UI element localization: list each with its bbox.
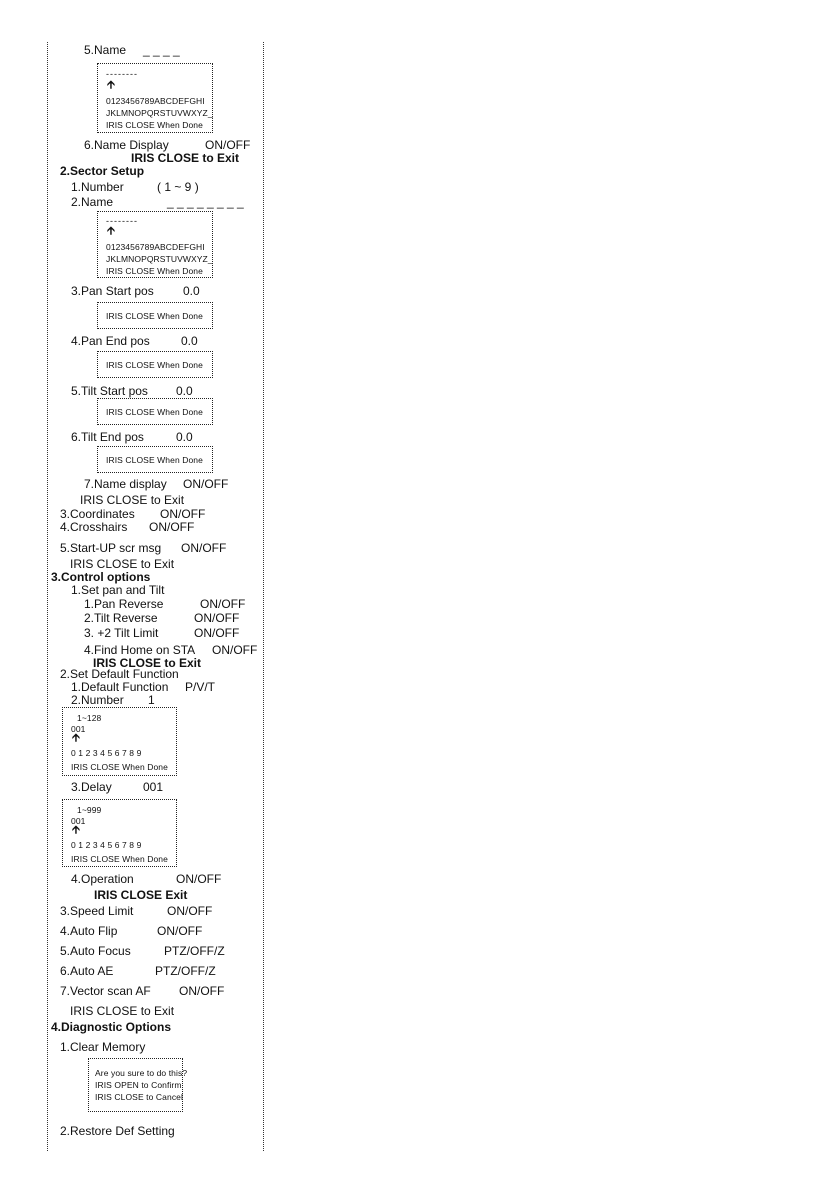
menu-operation: 4.Operation [71, 872, 134, 886]
menu-coordinates-value: ON/OFF [160, 507, 206, 521]
exit-hint: IRIS CLOSE to Exit [70, 557, 175, 571]
menu-name-display-2: 7.Name display [84, 477, 167, 491]
current-value: 001 [71, 816, 86, 826]
menu-pan-end-value: 0.0 [181, 334, 198, 348]
right-column-border [263, 42, 264, 1151]
menu-delay-value: 001 [143, 780, 164, 794]
menu-crosshairs-value: ON/OFF [149, 520, 195, 534]
char-row-2: JKLMNOPQRSTUVWXYZ_ [106, 254, 213, 264]
range-label: 1~999 [77, 805, 102, 815]
menu-delay: 3.Delay [71, 780, 112, 794]
done-hint: IRIS CLOSE When Done [106, 311, 203, 321]
menu-pan-start: 3.Pan Start pos [71, 284, 154, 298]
exit-hint: IRIS CLOSE Exit [94, 888, 188, 902]
char-row-2: JKLMNOPQRSTUVWXYZ_ [106, 108, 213, 118]
menu-set-default: 2.Set Default Function [60, 667, 179, 681]
menu-tilt-reverse: 2.Tilt Reverse [84, 611, 158, 625]
menu-tilt-end: 6.Tilt End pos [71, 430, 144, 444]
menu-find-home-value: ON/OFF [212, 643, 258, 657]
menu-tilt-end-value: 0.0 [176, 430, 193, 444]
menu-pan-start-value: 0.0 [183, 284, 200, 298]
char-row-1: 0123456789ABCDEFGHI [106, 242, 205, 252]
menu-tilt-limit-value: ON/OFF [194, 626, 240, 640]
menu-restore-default: 2.Restore Def Setting [60, 1124, 175, 1138]
menu-number-2: 2.Number [71, 693, 124, 707]
confirm-open-hint: IRIS OPEN to Confirm [95, 1080, 182, 1090]
menu-auto-focus-value: PTZ/OFF/Z [164, 944, 225, 958]
number-entry-box [62, 707, 177, 776]
menu-name-display-2-value: ON/OFF [183, 477, 229, 491]
exit-hint: IRIS CLOSE to Exit [70, 1004, 175, 1018]
delay-entry-box [62, 799, 177, 867]
menu-default-function: 1.Default Function [71, 680, 169, 694]
tilt-end-box [97, 446, 213, 473]
menu-name-display: 6.Name Display [84, 138, 169, 152]
confirm-question: Are you sure to do this? [95, 1068, 188, 1078]
menu-startup-msg-value: ON/OFF [181, 541, 227, 555]
done-hint: IRIS CLOSE When Done [71, 854, 168, 864]
menu-tilt-start-value: 0.0 [176, 384, 193, 398]
done-hint: IRIS CLOSE When Done [106, 120, 203, 130]
menu-auto-ae-value: PTZ/OFF/Z [155, 964, 216, 978]
done-hint: IRIS CLOSE When Done [106, 455, 203, 465]
menu-number-2-value: 1 [148, 693, 155, 707]
digit-row: 0 1 2 3 4 5 6 7 8 9 [71, 748, 142, 758]
menu-set-pan-tilt: 1.Set pan and Tilt [71, 583, 165, 597]
menu-speed-limit: 3.Speed Limit [60, 904, 134, 918]
name-entry-box [97, 63, 213, 133]
menu-name: 5.Name [84, 43, 127, 57]
done-hint: IRIS CLOSE When Done [71, 762, 168, 772]
menu-sector-name: 2.Name [71, 195, 114, 209]
up-arrow-icon: 🡩 [107, 225, 115, 237]
menu-clear-memory: 1.Clear Memory [60, 1040, 146, 1054]
confirm-close-hint: IRIS CLOSE to Cancel [95, 1092, 183, 1102]
menu-name-display-value: ON/OFF [205, 138, 251, 152]
menu-tilt-reverse-value: ON/OFF [194, 611, 240, 625]
char-row-1: 0123456789ABCDEFGHI [106, 96, 205, 106]
name-blank: _ _ _ _ [143, 43, 180, 57]
exit-hint: IRIS CLOSE to Exit [131, 151, 240, 165]
menu-find-home: 4.Find Home on STA [84, 643, 196, 657]
up-arrow-icon: 🡩 [72, 824, 80, 836]
left-column-border [47, 42, 48, 1151]
menu-startup-msg: 5.Start-UP scr msg [60, 541, 162, 555]
tilt-start-box [97, 398, 213, 425]
menu-tilt-start: 5.Tilt Start pos [71, 384, 148, 398]
exit-hint: IRIS CLOSE to Exit [93, 656, 202, 670]
sector-name-entry-box [97, 211, 213, 278]
digit-row: 0 1 2 3 4 5 6 7 8 9 [71, 840, 142, 850]
menu-vector-scan: 7.Vector scan AF [60, 984, 151, 998]
entry-dashes: -------- [106, 69, 138, 79]
done-hint: IRIS CLOSE When Done [106, 360, 203, 370]
sector-name-blank: _ _ _ _ _ _ _ _ [167, 195, 244, 209]
exit-hint: IRIS CLOSE to Exit [80, 493, 185, 507]
clear-memory-confirm-box [88, 1058, 188, 1112]
menu-pan-reverse-value: ON/OFF [200, 597, 246, 611]
menu-number-range: ( 1 ~ 9 ) [157, 180, 199, 194]
current-value: 001 [71, 724, 86, 734]
menu-auto-focus: 5.Auto Focus [60, 944, 131, 958]
pan-start-box [97, 302, 213, 329]
menu-speed-limit-value: ON/OFF [167, 904, 213, 918]
section-sector-setup: 2.Sector Setup [60, 164, 145, 178]
section-control-options: 3.Control options [51, 570, 151, 584]
menu-crosshairs: 4.Crosshairs [60, 520, 128, 534]
done-hint: IRIS CLOSE When Done [106, 266, 203, 276]
pan-end-box [97, 351, 213, 378]
menu-coordinates: 3.Coordinates [60, 507, 135, 521]
menu-vector-scan-value: ON/OFF [179, 984, 225, 998]
menu-auto-flip-value: ON/OFF [157, 924, 203, 938]
menu-auto-ae: 6.Auto AE [60, 964, 114, 978]
range-label: 1~128 [77, 713, 102, 723]
menu-number: 1.Number [71, 180, 124, 194]
menu-operation-value: ON/OFF [176, 872, 222, 886]
section-diagnostic-options: 4.Diagnostic Options [51, 1020, 172, 1034]
menu-pan-end: 4.Pan End pos [71, 334, 150, 348]
menu-auto-flip: 4.Auto Flip [60, 924, 118, 938]
menu-tilt-limit: 3. +2 Tilt Limit [84, 626, 159, 640]
entry-dashes: -------- [106, 216, 138, 226]
menu-default-function-value: P/V/T [185, 680, 216, 694]
menu-pan-reverse: 1.Pan Reverse [84, 597, 164, 611]
done-hint: IRIS CLOSE When Done [106, 407, 203, 417]
up-arrow-icon: 🡩 [107, 79, 115, 91]
up-arrow-icon: 🡩 [72, 732, 80, 744]
